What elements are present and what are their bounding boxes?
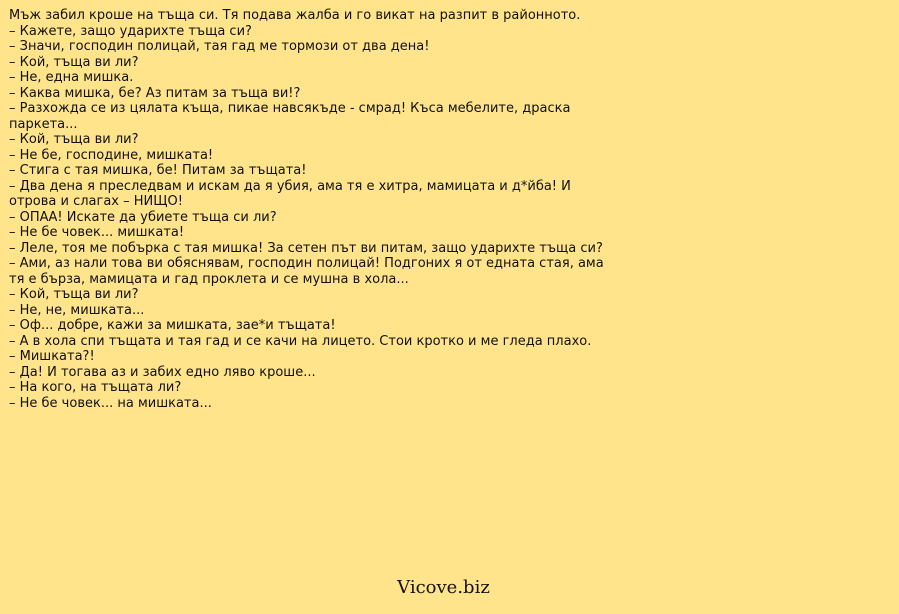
joke-line: – Не, не, мишката... [9,302,145,318]
site-watermark: Vicove.biz [397,577,490,598]
joke-line: – Мишката?! [9,349,95,364]
joke-line: – На кого, на тъщата ли? [9,380,182,395]
joke-line: – Оф... добре, кажи за мишката, зае*и тъщата! [9,318,336,333]
joke-line: – Кой, тъща ви ли? [9,54,139,70]
joke-line: – Разхожда се из цялата къща, пикае навсякъде - смрад! Къса мебелите, драска паркета... [9,101,571,132]
joke-line: – Кажете, защо ударихте тъща си? [9,23,252,39]
joke-line: – Не бе човек... мишката! [9,225,185,240]
joke-line: – Леле, тоя ме побърка с тая мишка! За сетен път ви питам, защо ударихте тъща си? [9,240,603,256]
joke-line: – Каква мишка, бе? Аз питам за тъща ви!? [9,85,301,101]
joke-line: – Не бе човек... на мишката... [9,395,212,411]
joke-line: – Не бе, господине, мишката! [9,147,214,163]
joke-line: – Не, една мишка. [9,70,134,85]
joke-line: – Два дена я преследвам и искам да я убия, ама тя е хитра, мамицата и д*йба! И отрова и слагах – НИЩО! [9,178,571,209]
joke-line: Мъж забил кроше на тъща си. Тя подава жалба и го викат на разпит в районното. [9,8,581,23]
joke-line: – А в хола спи тъщата и тая гад и се качи на лицето. Стои кротко и ме гледа плахо. [9,333,592,349]
joke-line: – Стига с тая мишка, бе! Питам за тъщата! [9,163,307,178]
joke-line: – Значи, господин полицай, тая гад ме тормози от два дена! [9,39,430,54]
joke-line: – Да! И тогава аз и забих едно ляво кроше... [9,364,316,380]
joke-text [9,8,609,411]
joke-line: – ОПАА! Искате да убиете тъща си ли? [9,209,277,225]
joke-line: – Кой, тъща ви ли? [9,287,139,302]
joke-line: – Ами, аз нали това ви обяснявам, господин полицай! Подгоних я от едната стая, ама тя е бърза, мамицата и гад проклета и се мушна в хола... [9,256,604,287]
joke-line: – Кой, тъща ви ли? [9,132,139,147]
